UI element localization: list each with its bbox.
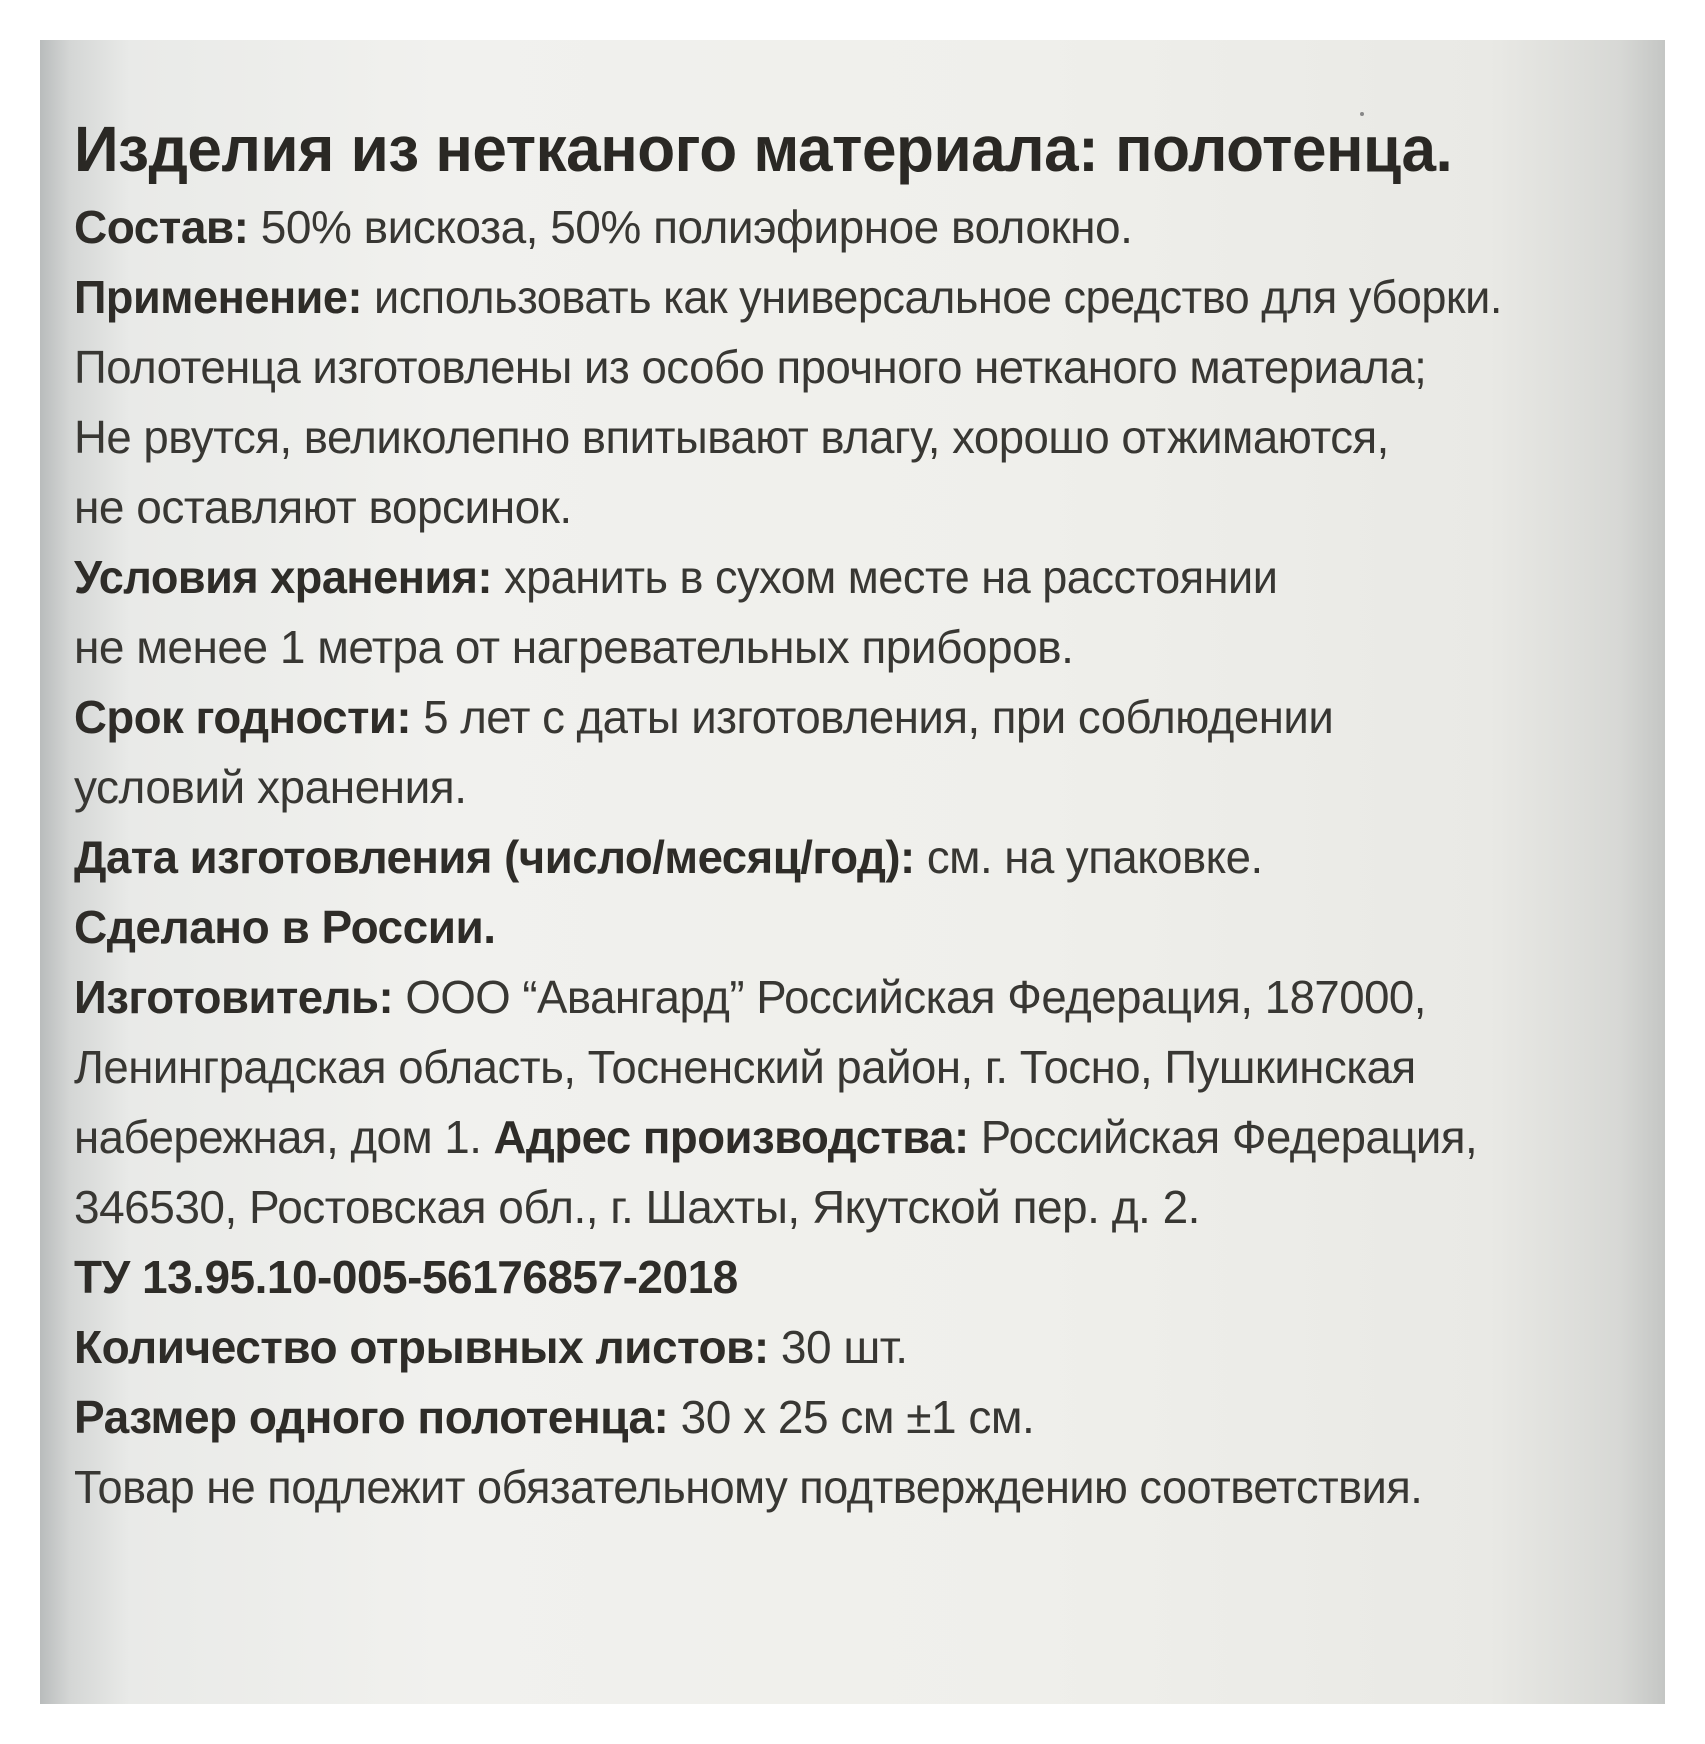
description-line-2 bbox=[74, 411, 1644, 463]
certification-line bbox=[74, 1461, 1644, 1513]
storage-line-2 bbox=[74, 621, 1644, 673]
production-address-value: Российская Федерация, bbox=[968, 1111, 1478, 1163]
production-address-label: Адрес производства: bbox=[493, 1111, 969, 1163]
manufacture-date-value: см. на упаковке. bbox=[914, 831, 1263, 883]
storage-line bbox=[74, 551, 1644, 603]
made-in-label: Сделано в России. bbox=[74, 901, 496, 953]
production-address-text: 346530, Ростовская обл., г. Шахты, Якутской пер. д. 2. bbox=[74, 1181, 1200, 1233]
description-text-3: не оставляют ворсинок. bbox=[74, 481, 572, 533]
description-text-2: Не рвутся, великолепно впитывают влагу, хорошо отжимаются, bbox=[74, 411, 1389, 463]
manufacture-date-line bbox=[74, 831, 1644, 883]
storage-value: хранить в сухом месте на расстоянии bbox=[492, 551, 1278, 603]
description-text-1: Полотенца изготовлены из особо прочного нетканого материала; bbox=[74, 341, 1427, 393]
shelf-life-line-2 bbox=[74, 761, 1644, 813]
description-line-1 bbox=[74, 341, 1644, 393]
usage-value: использовать как универсальное средство для уборки. bbox=[362, 271, 1502, 323]
description-line-3 bbox=[74, 481, 1644, 533]
label-text-block bbox=[74, 112, 1644, 1513]
shelf-life-line bbox=[74, 691, 1644, 743]
product-title-text: Изделия из нетканого материала: полотенца. bbox=[74, 113, 1453, 185]
manufacturer-address-text-2: набережная, дом 1. bbox=[74, 1111, 494, 1163]
towel-size-line bbox=[74, 1391, 1644, 1443]
made-in-line bbox=[74, 901, 1644, 953]
manufacturer-address-text-1: Ленинградская область, Тосненский район, г. Тосно, Пушкинская bbox=[74, 1041, 1416, 1093]
storage-label: Условия хранения: bbox=[74, 551, 493, 603]
manufacturer-value: ООО “Авангард” Российская Федерация, 187000, bbox=[393, 971, 1426, 1023]
storage-text-2: не менее 1 метра от нагревательных приборов. bbox=[74, 621, 1074, 673]
product-title bbox=[74, 112, 1644, 186]
production-address-line bbox=[74, 1181, 1644, 1233]
composition-value: 50% вискоза, 50% полиэфирное волокно. bbox=[248, 201, 1133, 253]
manufacturer-line bbox=[74, 971, 1644, 1023]
towel-size-label: Размер одного полотенца: bbox=[74, 1391, 669, 1443]
shelf-life-text-2: условий хранения. bbox=[74, 761, 467, 813]
product-label-photo bbox=[40, 40, 1665, 1704]
usage-label: Применение: bbox=[74, 271, 363, 323]
shelf-life-label: Срок годности: bbox=[74, 691, 412, 743]
sheet-count-line bbox=[74, 1321, 1644, 1373]
shelf-life-value: 5 лет с даты изготовления, при соблюдении bbox=[411, 691, 1334, 743]
towel-size-value: 30 х 25 см ±1 см. bbox=[668, 1391, 1035, 1443]
usage-line bbox=[74, 271, 1644, 323]
manufacturer-address-line-2 bbox=[74, 1111, 1644, 1163]
standard-line bbox=[74, 1251, 1644, 1303]
composition-line bbox=[74, 201, 1644, 253]
certification-text: Товар не подлежит обязательному подтверждению соответствия. bbox=[74, 1461, 1423, 1513]
manufacturer-label: Изготовитель: bbox=[74, 971, 394, 1023]
manufacturer-address-line-1 bbox=[74, 1041, 1644, 1093]
composition-label: Состав: bbox=[74, 201, 249, 253]
standard-code: ТУ 13.95.10-005-56176857-2018 bbox=[74, 1251, 738, 1303]
manufacture-date-label: Дата изготовления (число/месяц/год): bbox=[74, 831, 915, 883]
sheet-count-label: Количество отрывных листов: bbox=[74, 1321, 769, 1373]
sheet-count-value: 30 шт. bbox=[768, 1321, 908, 1373]
